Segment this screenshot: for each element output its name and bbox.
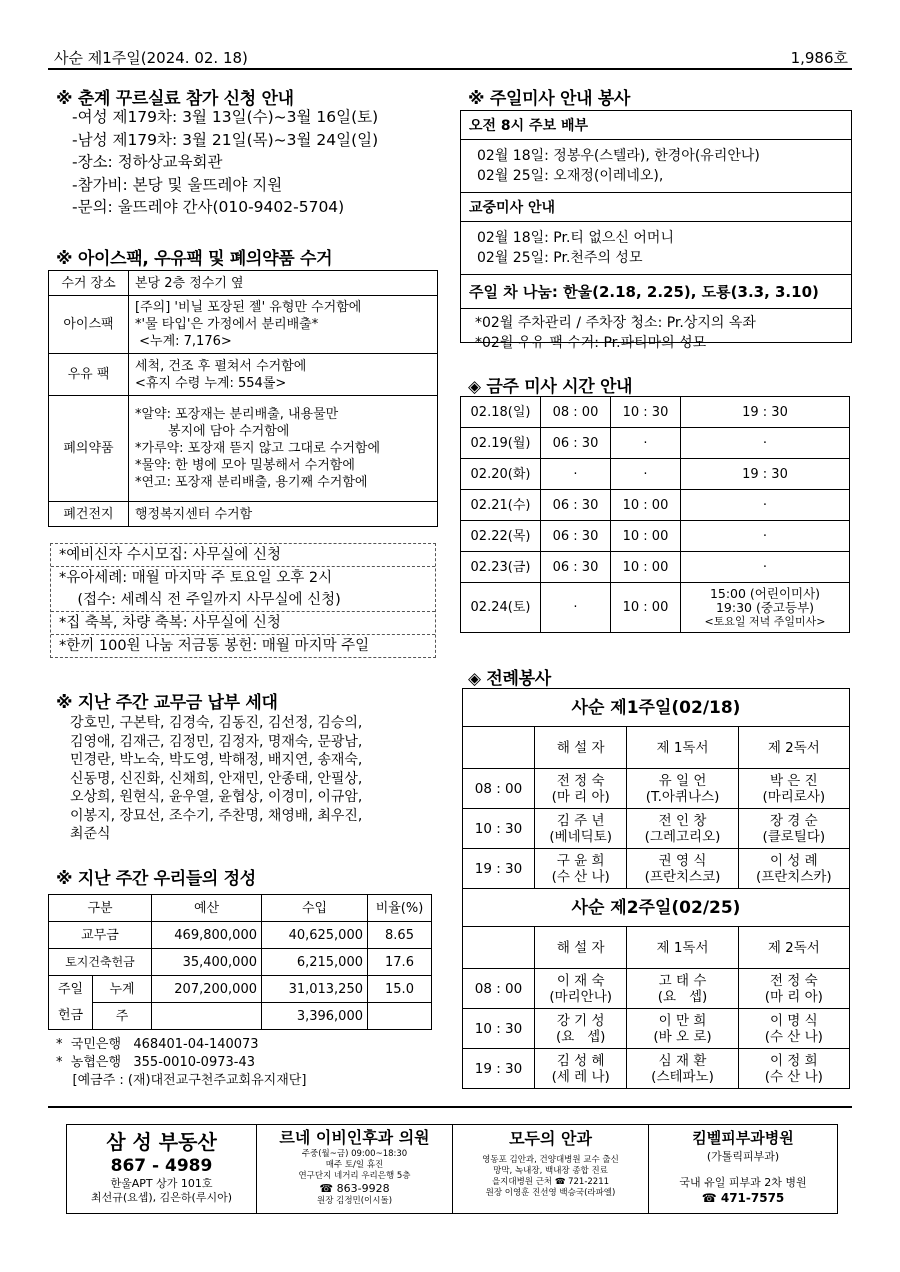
collect-key: 폐의약품 <box>49 396 129 502</box>
liturgy-title: ◈ 전례봉사 <box>468 669 551 689</box>
issue-number: 1,986호 <box>790 49 848 67</box>
mass-row: 02.18(일) 08 : 00 10 : 30 19 : 30 <box>461 397 850 428</box>
service-guide-heading: 교중미사 안내 <box>461 193 851 222</box>
collect-table <box>48 270 438 527</box>
mass-row: 02.20(화) · · 19 : 30 <box>461 459 850 490</box>
bank-accounts: * 국민은행 468401-04-140073 * 농협은행 355-0010-0973-43 [예금주 : (재)대전교구천주교회유지재단] <box>56 1037 307 1088</box>
mass-row: 02.21(수) 06 : 30 10 : 00 · <box>461 490 850 521</box>
service-box <box>460 110 852 351</box>
retreat-line: -문의: 울뜨레야 간사(010-9402-5704) <box>72 198 345 216</box>
collect-value: *알약: 포장재는 분리배출, 내용물만 봉지에 담아 수거함에 *가루약: 포장재 뜯지 않고 그대로 수거함에 *물약: 한 병에 모아 밀봉해서 수거함에 *연고: 포장재 분리배출, 용기째 수거함에 <box>129 396 438 502</box>
notice-line: *유아세례: 매월 마지막 주 토요일 오후 2시 (접수: 세례식 전 주일까지 사무실에 신청) <box>51 567 435 612</box>
tea-sharing: 주일 차 나눔: 한울(2.18, 2.25), 도룡(3.3, 3.10) <box>461 275 851 309</box>
notice-line: *예비신자 수시모집: 사무실에 신청 <box>51 544 435 567</box>
retreat-line: -장소: 정하상교육회관 <box>72 153 223 171</box>
ad-eye-clinic: 모두의 안과 영동포 김안과, 건양대병원 교수 출신 망막, 녹내장, 백내장 종합 진료 을지대병원 근처 ☎ 721-2211 원장 이영훈 진선영 백승국(라파엘) <box>453 1125 649 1213</box>
notice-line: *집 축복, 차량 축복: 사무실에 신청 <box>51 612 435 635</box>
footer-divider <box>48 1106 852 1108</box>
liturgy-row: 19 : 30 김 성 혜 (세 레 나) 심 재 환 (스테파노) 이 정 희 (수 산 나) <box>463 1049 850 1089</box>
notice-line: *한끼 100원 나눔 저금통 봉헌: 매월 마지막 주일 <box>59 638 370 654</box>
service-title: ※ 주일미사 안내 봉사 <box>468 89 631 109</box>
ad-strip <box>66 1124 838 1214</box>
mass-title: ◈ 금주 미사 시간 안내 <box>468 377 633 397</box>
liturgy-row: 08 : 00 이 재 숙 (마리안나) 고 태 수 (요 셉) 전 정 숙 (마 리 아) <box>463 969 850 1009</box>
collect-title: ※ 아이스팩, 우유팩 및 폐의약품 수거 <box>56 249 333 269</box>
bulletin-header <box>48 44 852 70</box>
mass-schedule-table <box>460 396 850 633</box>
collect-value: 행정복지센터 수거함 <box>129 502 438 527</box>
liturgy-row: 10 : 30 김 주 년 (베네딕토) 전 인 창 (그레고리오) 장 경 순 (클로틸다) <box>463 809 850 849</box>
ad-ent-clinic: 르네 이비인후과 의원 주중(월~금) 09:00~18:30 매주 토/일 휴진 연구단지 네거리 우리은행 5층 ☎ 863-9928 원장 김정민(이시돌) <box>257 1125 453 1213</box>
retreat-line: -참가비: 본당 및 울뜨레야 지원 <box>72 175 283 194</box>
mass-row: 02.24(토) · 10 : 00 15:00 (어린이미사) 19:30 (중고등부) <토요일 저녁 주일미사> <box>461 583 850 633</box>
mass-row: 02.22(목) 06 : 30 10 : 00 · <box>461 521 850 552</box>
service-monthly: *02월 주차관리 / 주차장 청소: Pr.상지의 옥좌 *02월 우유 팩 수거: Pr.파티마의 성모 <box>475 315 756 351</box>
retreat-title: ※ 춘계 꾸르실료 참가 신청 안내 <box>56 89 294 109</box>
liturgy-row: 08 : 00 전 정 숙 (마 리 아) 유 일 언 (T.아퀴나스) 박 은 진 (마리로사) <box>463 769 850 809</box>
issue-date: 사순 제1주일(2024. 02. 18) <box>54 49 248 67</box>
retreat-line: -여성 제179차: 3월 13일(수)~3월 16일(토) <box>72 108 379 126</box>
liturgy-row: 19 : 30 구 윤 희 (수 산 나) 권 영 식 (프란치스코) 이 성 례 (프란치스카) <box>463 849 850 889</box>
collect-key: 우유 팩 <box>49 354 129 396</box>
donors-title: ※ 지난 주간 교무금 납부 세대 <box>56 693 278 713</box>
finance-table: 구분 예산 수입 비율(%) 교무금 469,800,000 40,625,000 8.65 토지건축헌금 35,400,000 6,215,000 17.6 주일 누계 207,200,000 31,013,250 15.0 헌금 주 3,396,000 <box>48 894 432 1030</box>
service-flyer-heading: 오전 8시 주보 배부 <box>461 111 851 140</box>
collect-key: 폐건전지 <box>49 502 129 527</box>
retreat-line: -남성 제179차: 3월 21일(목)~3월 24일(일) <box>72 130 379 149</box>
week2-title: 사순 제2주일(02/25) <box>463 889 850 927</box>
mass-row: 02.19(월) 06 : 30 · · <box>461 428 850 459</box>
collect-value: 본당 2층 정수기 옆 <box>129 271 438 296</box>
service-guide: 02월 18일: Pr.티 없으신 어머니 02월 25일: Pr.천주의 성모 <box>461 222 851 275</box>
service-flyer: 02월 18일: 정봉우(스텔라), 한경아(유리안나) 02월 25일: 오재정(이레네오), <box>461 140 851 193</box>
donor-list: 강호민, 구본탁, 김경숙, 김동진, 김선정, 김승의, 김영애, 김재근, 김정민, 김정자, 명재숙, 문광남, 민경란, 박노숙, 박도영, 박해정, 배지연, 송재숙, 신동명, 신진화, 신채희, 안재민, 안종태, 안필상, 오상희, 원현식, 윤우열, 윤협상, 이경미, 이규암, 이봉지, 장묘선, 조수기, 주찬명, 채영배, 최우진, 최준식 <box>70 715 363 842</box>
week1-title: 사순 제1주일(02/18) <box>463 689 850 727</box>
ad-realestate: 삼 성 부동산 867 - 4989 한울APT 상가 101호 최선규(요셉), 김은하(루시아) <box>67 1125 257 1213</box>
notice-box <box>50 543 436 658</box>
finance-title: ※ 지난 주간 우리들의 정성 <box>56 869 256 889</box>
collect-value: [주의] '비닐 포장된 젤' 유형만 수거함에 *'물 타입'은 가정에서 분리배출* <누계: 7,176> <box>129 296 438 354</box>
collect-key: 아이스팩 <box>49 296 129 354</box>
ad-dermatology: 킴벨피부과병원 (가톨릭피부과) 국내 유일 피부과 2차 병원 ☎ 471-7575 <box>679 1129 807 1205</box>
collect-key: 수거 장소 <box>49 271 129 296</box>
retreat-info <box>72 106 378 219</box>
liturgy-table: 사순 제1주일(02/18) 해 설 자 제 1독서 제 2독서 08 : 00 전 정 숙 (마 리 아) 유 일 언 (T.아퀴나스) 박 은 진 (마리로사) 10 : 30 김 주 년 (베네딕토) 전 인 창 (그레고리오) 장 경 순 (클로틸다) 19 : 30 구 윤 희 (수 산 나) 권 영 식 (프란치스코) 이 성 례 (프란치스카) 사순 제2주일(02/25) 해 설 자 제 1독서 제 2독서 08 : 00 이 재 숙 (마리안나) 고 태 수 (요 셉) 전 정 숙 (마 리 아) 10 : 30 강 기 성 (요 셉) 이 만 희 (바 오 로) 이 명 식 (수 산 나) 19 : 30 김 성 혜 (세 레 나) 심 재 환 (스테파노) 이 정 희 (수 산 나) <box>462 688 850 1089</box>
collect-value: 세척, 건조 후 펼쳐서 수거함에 <휴지 수령 누계: 554롤> <box>129 354 438 396</box>
mass-row: 02.23(금) 06 : 30 10 : 00 · <box>461 552 850 583</box>
liturgy-row: 10 : 30 강 기 성 (요 셉) 이 만 희 (바 오 로) 이 명 식 (수 산 나) <box>463 1009 850 1049</box>
